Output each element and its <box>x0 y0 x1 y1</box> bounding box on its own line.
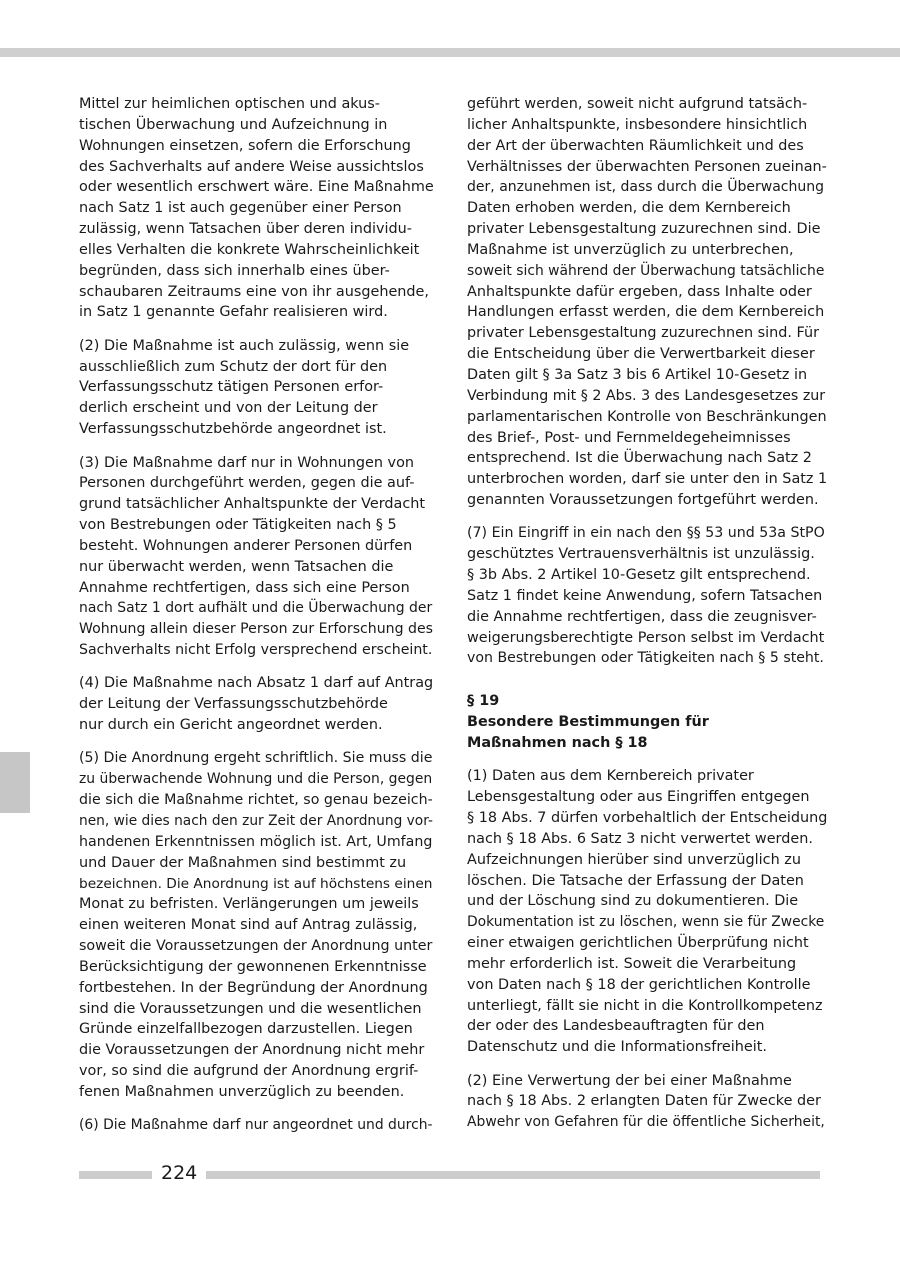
text-line: von Bestrebungen oder Tätigkeiten nach § 5 steht. <box>467 650 824 667</box>
text-line: Verfassungsschutz tätigen Personen erfor- <box>79 379 384 396</box>
text-line: unterliegt, fällt sie nicht in die Kontrollkompetenz <box>467 997 823 1014</box>
section-number: § 19 <box>467 693 500 710</box>
text-line: die sich die Maßnahme richtet, so genau bezeich- <box>79 792 433 809</box>
text-line: Daten gilt § 3a Satz 3 bis 6 Artikel 10-Gesetz in <box>467 366 808 383</box>
text-line: der oder des Landesbeauftragten für den <box>467 1018 765 1035</box>
text-line: einer etwaigen gerichtlichen Überprüfung nicht <box>467 935 809 952</box>
text-line: (4) Die Maßnahme nach Absatz 1 darf auf Antrag <box>79 675 434 692</box>
section-heading <box>467 691 827 754</box>
paragraph <box>79 748 435 1102</box>
text-line: Gründe einzelfallbezogen darzustellen. Liegen <box>79 1021 413 1038</box>
text-line: nur überwacht werden, wenn Tatsachen die <box>79 558 394 575</box>
paragraph <box>467 1071 827 1134</box>
text-line: vor, so sind die aufgrund der Anordnung ergrif- <box>79 1063 419 1080</box>
text-line: Sachverhalts nicht Erfolg versprechend erscheint. <box>79 642 433 659</box>
text-line: (2) Eine Verwertung der bei einer Maßnahme <box>467 1072 792 1089</box>
text-line: soweit die Voraussetzungen der Anordnung unter <box>79 938 433 955</box>
text-line: Verbindung mit § 2 Abs. 3 des Landesgesetzes zur <box>467 387 826 404</box>
paragraph <box>467 523 827 669</box>
right-column-top <box>467 94 827 669</box>
text-line: Annahme rechtfertigen, dass sich eine Person <box>79 579 410 596</box>
text-line: bezeichnen. Die Anordnung ist auf höchstens einen <box>79 875 433 892</box>
text-line: Dokumentation ist zu löschen, wenn sie für Zwecke <box>467 914 825 931</box>
text-line: Verfassungsschutzbehörde angeordnet ist. <box>79 421 387 438</box>
text-line: Anhaltspunkte dafür ergeben, dass Inhalte oder <box>467 283 812 300</box>
text-line: die Annahme rechtfertigen, dass die zeugnisver- <box>467 608 817 625</box>
text-line: privater Lebensgestaltung zuzurechnen sind. Für <box>467 325 820 342</box>
section-title-line: Besondere Bestimmungen für <box>467 714 709 731</box>
text-line: nach § 18 Abs. 6 Satz 3 nicht verwertet werden. <box>467 830 813 847</box>
text-line: zu überwachende Wohnung und die Person, gegen <box>79 771 433 788</box>
text-line: Datenschutz und die Informationsfreiheit. <box>467 1039 767 1056</box>
text-line: Lebensgestaltung oder aus Eingriffen entgegen <box>467 789 810 806</box>
text-line: sind die Voraussetzungen und die wesentlichen <box>79 1000 422 1017</box>
text-line: von Bestrebungen oder Tätigkeiten nach § 5 <box>79 517 397 534</box>
text-line: fortbestehen. In der Begründung der Anordnung <box>79 979 428 996</box>
text-line: von Daten nach § 18 der gerichtlichen Kontrolle <box>467 976 811 993</box>
text-line: zulässig, wenn Tatsachen über deren individu- <box>79 221 412 238</box>
side-tab-marker <box>0 752 30 813</box>
text-line: parlamentarischen Kontrolle von Beschränkungen <box>467 408 827 425</box>
paragraph <box>79 453 435 661</box>
text-line: und Dauer der Maßnahmen sind bestimmt zu <box>79 854 407 871</box>
text-line: Personen durchgeführt werden, gegen die auf- <box>79 475 415 492</box>
text-line: nur durch ein Gericht angeordnet werden. <box>79 717 383 734</box>
text-line: (7) Ein Eingriff in ein nach den §§ 53 und 53a StPO <box>467 525 825 542</box>
text-line: (2) Die Maßnahme ist auch zulässig, wenn sie <box>79 337 410 354</box>
text-line: Handlungen erfasst werden, die dem Kernbereich <box>467 304 825 321</box>
text-line: Maßnahme ist unverzüglich zu unterbrechen, <box>467 241 794 258</box>
text-line: der Leitung der Verfassungsschutzbehörde <box>79 696 388 713</box>
text-line: ausschließlich zum Schutz der dort für den <box>79 358 388 375</box>
text-line: weigerungsberechtigte Person selbst im Verdacht <box>467 629 825 646</box>
text-line: besteht. Wohnungen anderer Personen dürfen <box>79 537 413 554</box>
text-line: Aufzeichnungen hierüber sind unverzüglich zu <box>467 851 801 868</box>
text-line: geführt werden, soweit nicht aufgrund tatsäch- <box>467 96 808 112</box>
right-column-bottom <box>467 766 827 1133</box>
text-line: begründen, dass sich innerhalb eines über- <box>79 262 390 279</box>
text-line: Abwehr von Gefahren für die öffentliche Sicherheit, <box>467 1114 825 1131</box>
text-line: (1) Daten aus dem Kernbereich privater <box>467 768 754 785</box>
text-line: nen, wie dies nach den zur Zeit der Anordnung vor- <box>79 813 433 829</box>
text-line: (6) Die Maßnahme darf nur angeordnet und durch- <box>79 1117 433 1134</box>
text-line: Daten erhoben werden, die dem Kernbereich <box>467 200 791 217</box>
right-column <box>467 94 827 1146</box>
text-line: grund tatsächlicher Anhaltspunkte der Verdacht <box>79 496 425 513</box>
text-line: entsprechend. Ist die Überwachung nach Satz 2 <box>467 450 812 467</box>
left-column <box>79 94 435 1149</box>
text-line: geschütztes Vertrauensverhältnis ist unzulässig. <box>467 546 815 563</box>
text-line: nach Satz 1 ist auch gegenüber einer Person <box>79 200 402 217</box>
text-line: des Sachverhalts auf andere Weise aussichtslos <box>79 158 424 175</box>
text-line: mehr erforderlich ist. Soweit die Verarbeitung <box>467 955 797 972</box>
text-line: löschen. Die Tatsache der Erfassung der Daten <box>467 872 804 889</box>
text-line: Verhältnisses der überwachten Personen zueinan- <box>467 158 827 175</box>
text-line: der, anzunehmen ist, dass durch die Überwachung <box>467 179 825 196</box>
text-line: elles Verhalten die konkrete Wahrscheinlichkeit <box>79 241 420 258</box>
paragraph <box>467 94 827 511</box>
text-line: licher Anhaltspunkte, insbesondere hinsichtlich <box>467 116 808 133</box>
paragraph <box>467 766 827 1058</box>
text-line: privater Lebensgestaltung zuzurechnen sind. Die <box>467 221 821 238</box>
text-line: einen weiteren Monat sind auf Antrag zulässig, <box>79 917 418 934</box>
text-line: nach § 18 Abs. 2 erlangten Daten für Zwecke der <box>467 1093 821 1110</box>
text-line: in Satz 1 genannte Gefahr realisieren wird. <box>79 304 388 321</box>
text-line: § 3b Abs. 2 Artikel 10-Gesetz gilt entsprechend. <box>467 567 811 584</box>
text-line: die Entscheidung über die Verwertbarkeit dieser <box>467 346 815 363</box>
text-line: soweit sich während der Überwachung tatsächliche <box>467 262 825 279</box>
section-title-line: Maßnahmen nach § 18 <box>467 734 648 751</box>
text-line: Mittel zur heimlichen optischen und akus- <box>79 96 380 112</box>
text-line: Monat zu befristen. Verlängerungen um jeweils <box>79 896 419 913</box>
text-line: Satz 1 findet keine Anwendung, sofern Tatsachen <box>467 587 823 604</box>
text-line: (5) Die Anordnung ergeht schriftlich. Sie muss die <box>79 750 433 767</box>
paragraph <box>79 1115 435 1136</box>
text-line: handenen Erkenntnissen möglich ist. Art, Umfang <box>79 833 433 850</box>
text-line: des Brief-, Post- und Fernmeldegeheimnisses <box>467 429 791 446</box>
text-line: oder wesentlich erschwert wäre. Eine Maßnahme <box>79 179 434 196</box>
text-line: tischen Überwachung und Aufzeichnung in <box>79 116 388 133</box>
text-line: genannten Voraussetzungen fortgeführt werden. <box>467 492 819 509</box>
text-line: derlich erscheint und von der Leitung der <box>79 400 378 417</box>
top-rule <box>0 48 900 57</box>
text-line: Wohnungen einsetzen, sofern die Erforschung <box>79 137 411 154</box>
footer-bar-left <box>79 1171 152 1179</box>
text-line: § 18 Abs. 7 dürfen vorbehaltlich der Entscheidung <box>467 810 828 826</box>
text-line: die Voraussetzungen der Anordnung nicht mehr <box>79 1042 425 1059</box>
text-line: der Art der überwachten Räumlichkeit und des <box>467 137 804 154</box>
paragraph <box>79 336 435 440</box>
text-line: Berücksichtigung der gewonnenen Erkenntnisse <box>79 958 427 975</box>
text-line: fenen Maßnahmen unverzüglich zu beenden. <box>79 1083 405 1100</box>
text-line: Wohnung allein dieser Person zur Erforschung des <box>79 621 433 638</box>
text-line: (3) Die Maßnahme darf nur in Wohnungen von <box>79 454 415 471</box>
text-line: und der Löschung sind zu dokumentieren. Die <box>467 893 799 910</box>
paragraph <box>79 94 435 323</box>
footer-bar-right <box>206 1171 820 1179</box>
text-line: unterbrochen worden, darf sie unter den in Satz 1 <box>467 471 828 488</box>
text-line: schaubaren Zeitraums eine von ihr ausgehende, <box>79 283 429 300</box>
text-line: nach Satz 1 dort aufhält und die Überwachung der <box>79 600 433 617</box>
page-number: 224 <box>161 1162 198 1184</box>
paragraph <box>79 673 435 736</box>
